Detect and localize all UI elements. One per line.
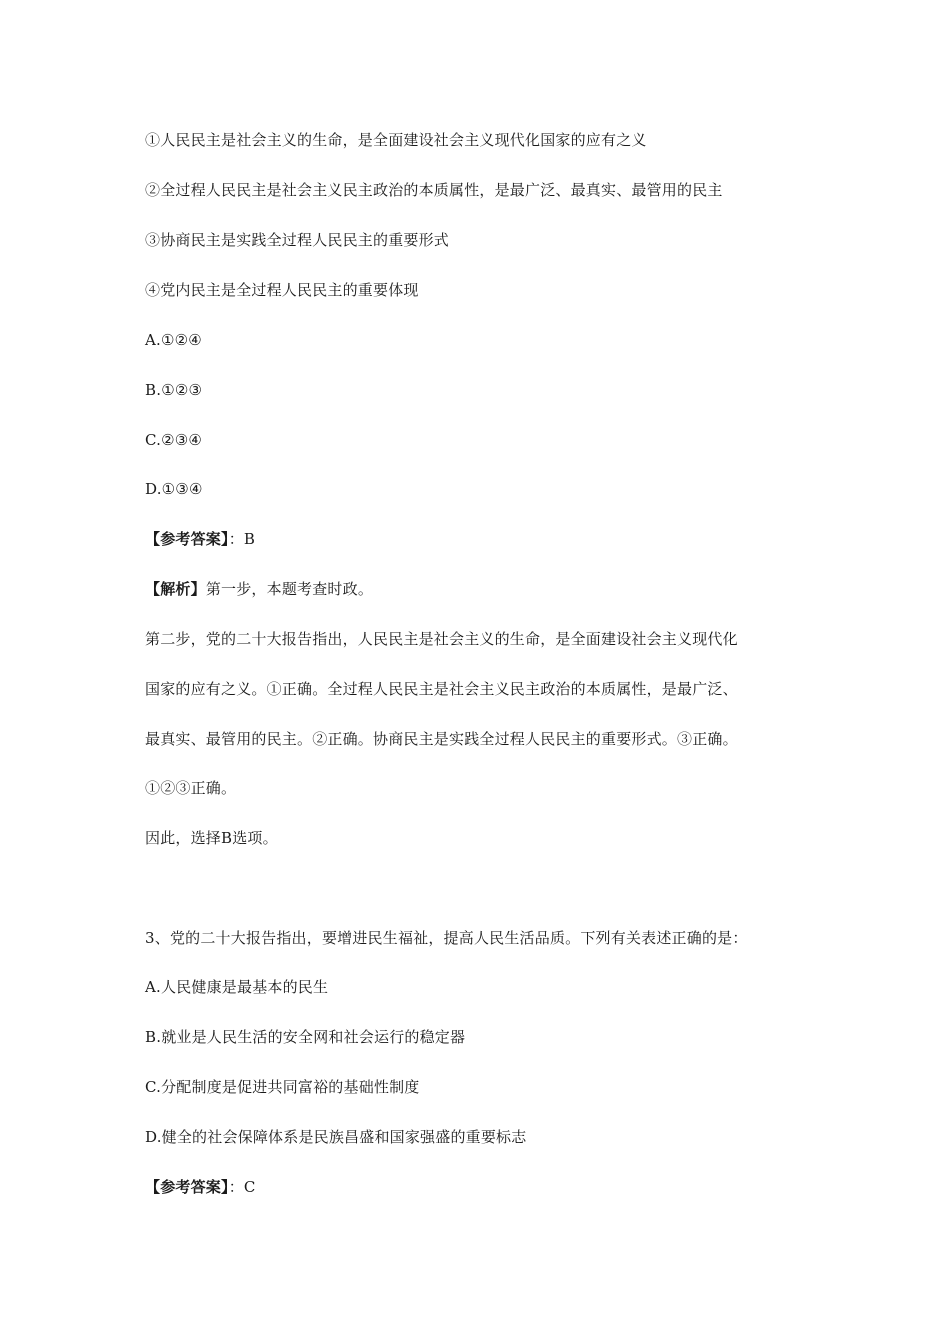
q3-answer-label: 【参考答案】 bbox=[145, 1178, 229, 1196]
q2-option-d: D.①③④ bbox=[145, 480, 203, 498]
q2-analysis-line-4: ①②③正确。 bbox=[145, 779, 237, 797]
q2-answer-label: 【参考答案】 bbox=[145, 530, 229, 548]
q3-option-c: C.分配制度是促进共同富裕的基础性制度 bbox=[145, 1078, 420, 1096]
q3-option-b: B.就业是人民生活的安全网和社会运行的稳定器 bbox=[145, 1028, 466, 1046]
q2-option-a: A.①②④ bbox=[145, 331, 202, 349]
statement-3: ③协商民主是实践全过程人民民主的重要形式 bbox=[145, 231, 450, 249]
statement-4: ④党内民主是全过程人民民主的重要体现 bbox=[145, 281, 419, 299]
q3-option-d: D.健全的社会保障体系是民族昌盛和国家强盛的重要标志 bbox=[145, 1128, 527, 1146]
q3-question: 3、党的二十大报告指出，要增进民生福祉，提高人民生活品质。下列有关表述正确的是： bbox=[145, 929, 748, 947]
q2-answer bbox=[145, 529, 255, 549]
document-page bbox=[145, 0, 825, 1344]
q2-conclusion: 因此，选择B选项。 bbox=[145, 829, 278, 847]
statement-2: ②全过程人民民主是社会主义民主政治的本质属性，是最广泛、最真实、最管用的民主 bbox=[145, 181, 723, 199]
q2-analysis-line-1: 第二步，党的二十大报告指出，人民民主是社会主义的生命，是全面建设社会主义现代化 bbox=[145, 630, 738, 648]
statement-1: ①人民民主是社会主义的生命，是全面建设社会主义现代化国家的应有之义 bbox=[145, 131, 647, 149]
q2-analysis-line-2: 国家的应有之义。①正确。全过程人民民主是社会主义民主政治的本质属性，是最广泛、 bbox=[145, 680, 738, 698]
q2-analysis-label: 【解析】 bbox=[145, 580, 206, 598]
q3-answer-value: ：C bbox=[228, 1178, 256, 1196]
q2-answer-value: ：B bbox=[228, 530, 256, 548]
q2-analysis-step1 bbox=[145, 579, 373, 599]
q2-option-b: B.①②③ bbox=[145, 381, 203, 399]
q2-option-c: C.②③④ bbox=[145, 431, 203, 449]
q3-answer bbox=[145, 1177, 256, 1197]
q3-option-a: A.人民健康是最基本的民生 bbox=[145, 978, 329, 996]
q2-analysis-step1-text: 第一步，本题考查时政。 bbox=[205, 580, 374, 598]
q2-analysis-line-3: 最真实、最管用的民主。②正确。协商民主是实践全过程人民民主的重要形式。③正确。 bbox=[145, 730, 738, 748]
